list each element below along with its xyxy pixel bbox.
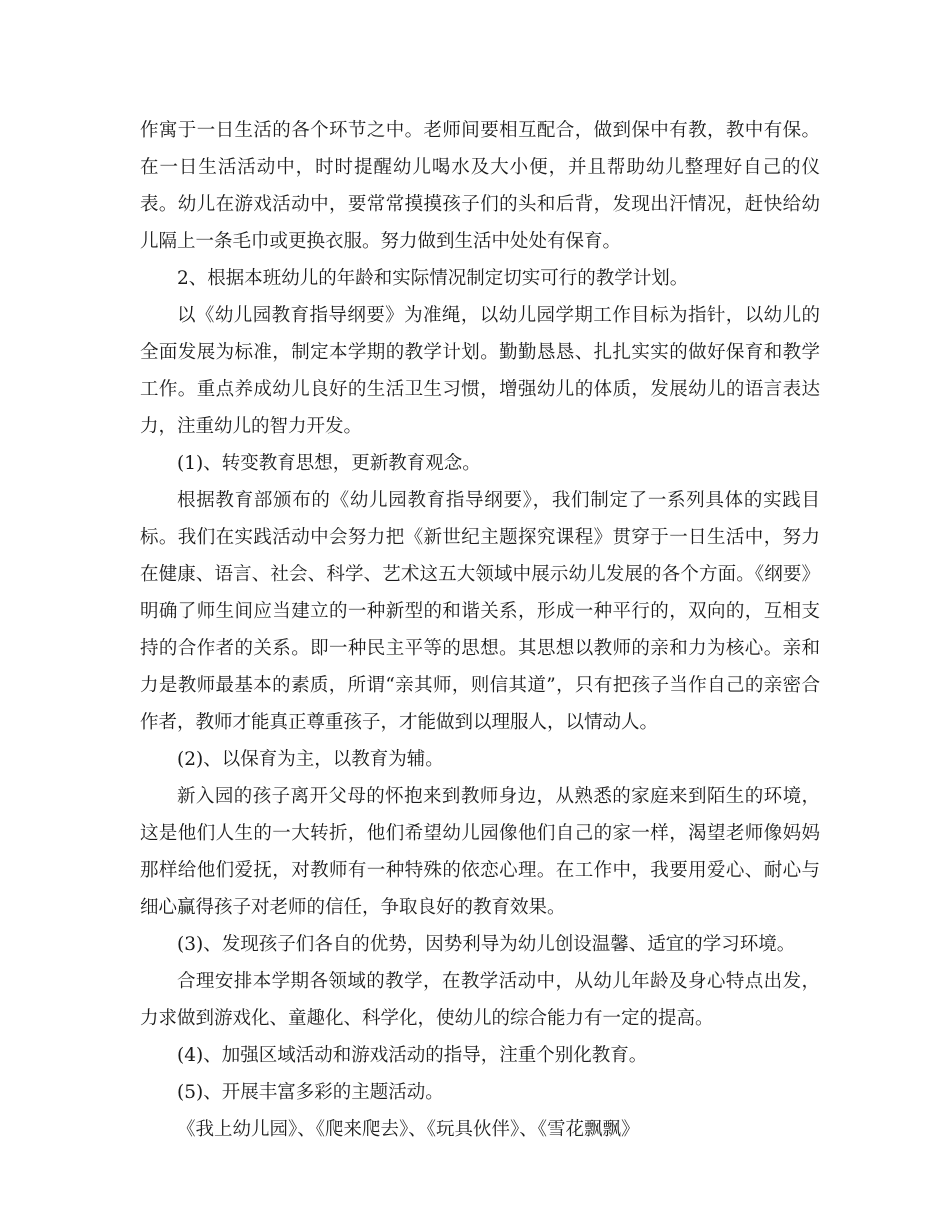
paragraph: 《我上幼儿园》、《爬来爬去》、《玩具伙伴》、《雪花飘飘》 (177, 1119, 640, 1140)
paragraph: 合理安排本学期各领域的教学，在教学活动中，从幼儿年龄及身心特点出发，力求做到游戏化、童趣化、科学化，使幼儿的综合能力有一定的提高。 (140, 971, 820, 1029)
document-body (140, 112, 820, 1148)
subsection-heading: (4)、加强区域活动和游戏活动的指导，注重个别化教育。 (177, 1045, 648, 1066)
paragraph: 根据教育部颁布的《幼儿园教育指导纲要》，我们制定了一系列具体的实践目标。我们在实践活动中会努力把《新世纪主题探究课程》贯穿于一日生活中，努力在健康、语言、社会、科学、艺术这五大领域中展示幼儿发展的各个方面。《纲要》明确了师生间应当建立的一种新型的和谐关系，形成一种平行的，双向的，互相支持的合作者的关系。即一种民主平等的思想。其思想以教师的亲和力为核心。亲和力是教师最基本的素质，所谓“亲其师，则信其道”，只有把孩子当作自己的亲密合作者，教师才能真正尊重孩子，才能做到以理服人，以情动人。 (140, 490, 820, 733)
subsection-heading: (5)、开展丰富多彩的主题活动。 (177, 1082, 444, 1103)
paragraph: 新入园的孩子离开父母的怀抱来到教师身边，从熟悉的家庭来到陌生的环境，这是他们人生的一大转折，他们希望幼儿园像他们自己的家一样，渴望老师像妈妈那样给他们爱抚，对教师有一种特殊的依恋心理。在工作中，我要用爱心、耐心与细心赢得孩子对老师的信任，争取良好的教育效果。 (140, 786, 820, 918)
subsection-heading: (2)、以保育为主，以教育为辅。 (177, 749, 444, 770)
section-heading: 2、根据本班幼儿的年龄和实际情况制定切实可行的教学计划。 (177, 268, 689, 289)
subsection-heading: (3)、发现孩子们各自的优势，因势利导为幼儿创设温馨、适宜的学习环境。 (177, 934, 796, 955)
subsection-heading: (1)、转变教育思想，更新教育观念。 (177, 453, 481, 474)
paragraph: 作寓于一日生活的各个环节之中。老师间要相互配合，做到保中有教，教中有保。在一日生活活动中，时时提醒幼儿喝水及大小便，并且帮助幼儿整理好自己的仪表。幼儿在游戏活动中，要常常摸摸孩子们的头和后背，发现出汗情况，赶快给幼儿隔上一条毛巾或更换衣服。努力做到生活中处处有保育。 (140, 120, 820, 252)
paragraph: 以《幼儿园教育指导纲要》为准绳，以幼儿园学期工作目标为指针，以幼儿的全面发展为标准，制定本学期的教学计划。勤勤恳恳、扎扎实实的做好保育和教学工作。重点养成幼儿良好的生活卫生习惯，增强幼儿的体质，发展幼儿的语言表达力，注重幼儿的智力开发。 (140, 305, 820, 437)
